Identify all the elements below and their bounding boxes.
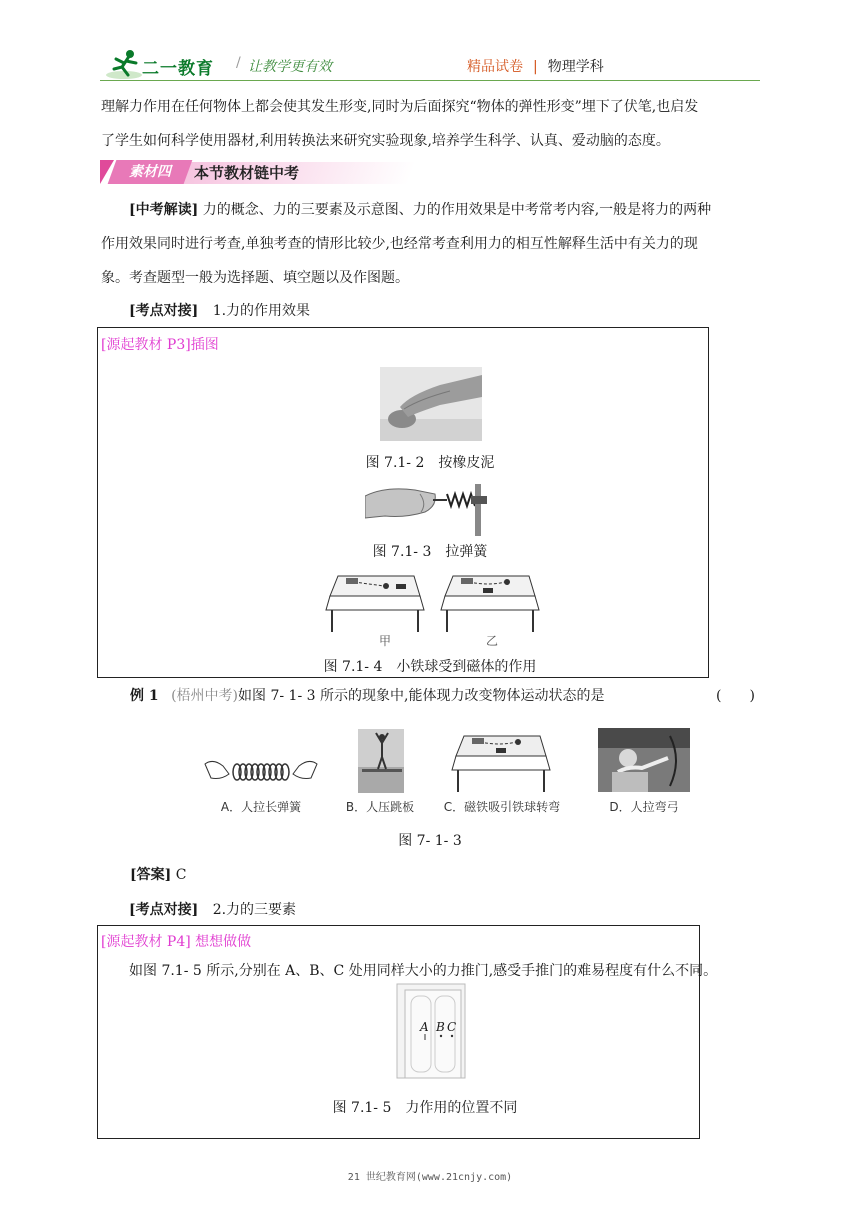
- option-d-archery-photo: [598, 728, 690, 792]
- header-label: 精品试卷: [467, 59, 523, 75]
- section-banner: [100, 160, 320, 186]
- option-d-label: D．人拉弯弓: [609, 800, 679, 814]
- option-a-label: A．人拉长弹簧: [220, 800, 302, 814]
- option-b-diving-photo: [358, 729, 404, 793]
- fig-7-1-3-example-caption: 图 7- 1- 3: [398, 833, 462, 849]
- fig-7-1-5-caption: 图 7.1- 5 力作用的位置不同: [332, 1100, 518, 1116]
- box-2-source: [源起教材 P4] 想想做做: [101, 934, 252, 950]
- intro-line: 了学生如何科学使用器材,利用转换法来研究实验现象,培养学生科学、认真、爱动脑的态度。: [101, 133, 670, 149]
- fig-7-1-4-label-jia: 甲: [378, 634, 391, 648]
- point-1-label: [考点对接]: [129, 303, 199, 319]
- door-label-a: A: [420, 1020, 429, 1034]
- point-1: [129, 300, 310, 320]
- page-footer: 21 世纪教育网(www.21cnjy.com): [347, 1172, 513, 1183]
- intro-paragraph: [101, 90, 763, 158]
- answer-value: C: [175, 867, 187, 883]
- door-label-c: C: [447, 1020, 457, 1034]
- option-c-label: C．磁铁吸引铁球转弯: [443, 800, 561, 814]
- exam-analysis: [101, 193, 763, 295]
- example-source: (梧州中考): [171, 688, 239, 704]
- example-1: [130, 685, 770, 705]
- intro-line: 理解力作用在任何物体上都会使其发生形变,同时为后面探究“物体的弹性形变”埋下了伏笔,也启发: [101, 99, 699, 115]
- box-1-source: [源起教材 P3]插图: [101, 337, 219, 353]
- option-c-magnet-image: [450, 728, 552, 794]
- example-label: 例 1: [130, 688, 159, 704]
- fig-7-1-4-label-yi: 乙: [485, 634, 498, 648]
- option-b-label: B．人压跳板: [345, 800, 415, 814]
- pressing-clay-photo: [380, 367, 482, 441]
- magnet-table-left: [324, 566, 426, 636]
- logo-text: 二一教育: [142, 59, 214, 79]
- exam-analysis-line: 作用效果同时进行考查,单独考查的情形比较少,也经常考查利用力的相互性解释生活中有关力的现: [101, 236, 698, 252]
- answer: [130, 864, 186, 884]
- header-divider: |: [533, 59, 538, 75]
- box-2-text: 如图 7.1- 5 所示,分别在 A、B、C 处用同样大小的力推门,感受手推门的难易程度有什么不同。: [129, 963, 718, 979]
- option-a-spring-image: [203, 750, 319, 794]
- banner-tag-text: 素材四: [129, 164, 171, 180]
- header-subject: 物理学科: [547, 59, 604, 75]
- header-rule: [100, 80, 760, 81]
- banner-title: 本节教材链中考: [194, 164, 300, 182]
- point-2-text: 2.力的三要素: [212, 902, 297, 918]
- point-2-label: [考点对接]: [129, 902, 199, 918]
- exam-analysis-line: 象。考查题型一般为选择题、填空题以及作图题。: [101, 270, 409, 286]
- header-slogan: 让教学更有效: [248, 59, 332, 75]
- example-question: 如图 7- 1- 3 所示的现象中,能体现力改变物体运动状态的是: [238, 688, 605, 704]
- fig-7-1-2-caption: 图 7.1- 2 按橡皮泥: [365, 455, 495, 471]
- point-2: [129, 899, 296, 919]
- exam-analysis-line: 力的概念、力的三要素及示意图、力的作用效果是中考常考内容,一般是将力的两种: [198, 202, 712, 218]
- pulling-spring-photo: [365, 476, 497, 538]
- fig-7-1-4-caption: 图 7.1- 4 小铁球受到磁体的作用: [323, 659, 537, 675]
- answer-label: [答案]: [130, 867, 172, 883]
- banner-tag: [108, 160, 193, 184]
- header-right: [467, 56, 604, 76]
- point-1-text: 1.力的作用效果: [212, 303, 311, 319]
- door-illustration: [395, 982, 467, 1080]
- magnet-table-right: [439, 566, 541, 636]
- header-separator: /: [236, 55, 241, 71]
- fig-7-1-3-caption: 图 7.1- 3 拉弹簧: [372, 544, 488, 560]
- exam-analysis-label: [中考解读]: [129, 202, 199, 218]
- example-answer-blank: ( ): [716, 688, 755, 704]
- door-label-b: B: [436, 1020, 445, 1034]
